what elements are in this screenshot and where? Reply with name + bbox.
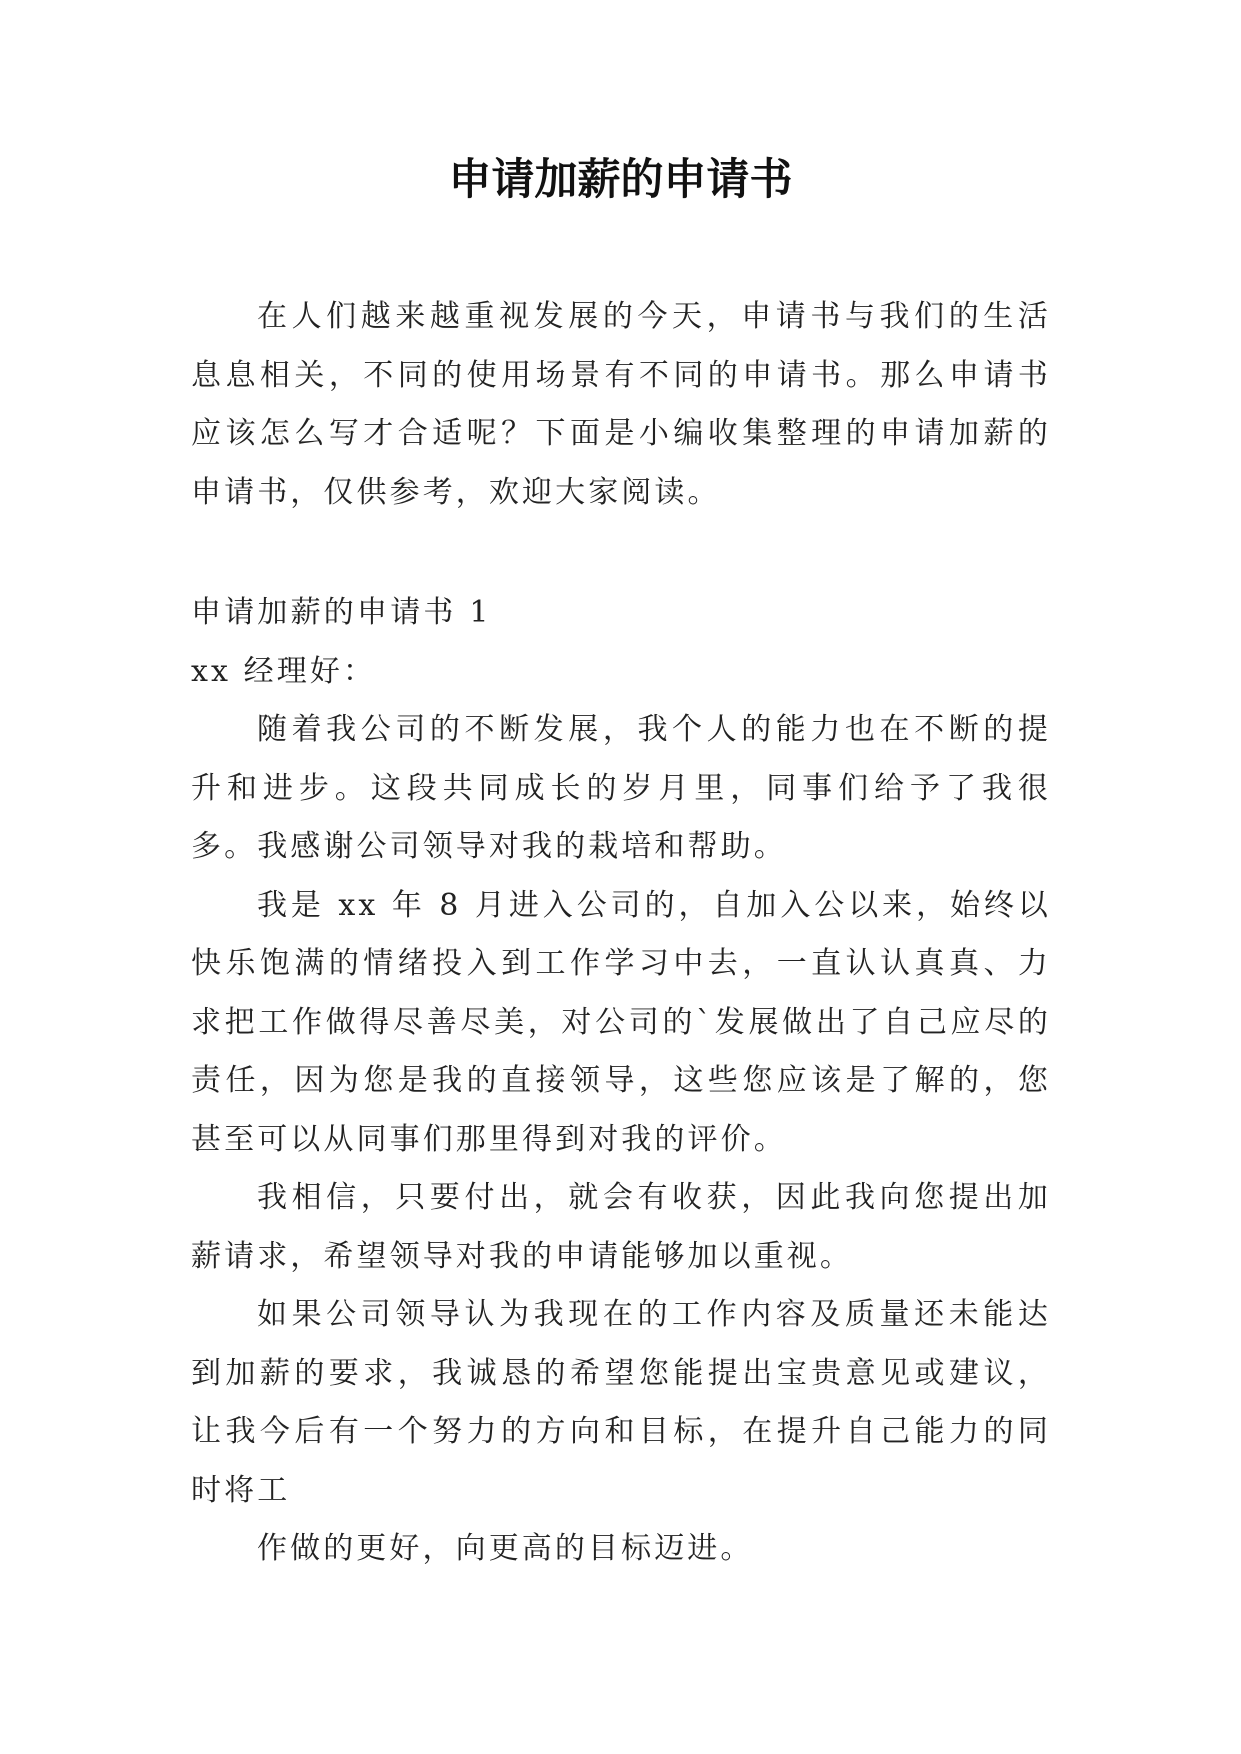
section-heading: 申请加薪的申请书 1 <box>191 595 492 630</box>
body-paragraph: 我是 xx 年 8 月进入公司的，自加入公以来，始终以快乐饱满的情绪投入到工作学习中去，一直认认真真、力求把工作做得尽善尽美，对公司的`发展做出了自己应尽的责任，因为您是我的直接领导，这些您应该是了解的，您甚至可以从同事们那里得到对我的评价。 <box>191 887 1051 1157</box>
body-paragraph: 如果公司领导认为我现在的工作内容及质量还未能达到加薪的要求，我诚恳的希望您能提出宝贵意见或建议，让我今后有一个努力的方向和目标，在提升自己能力的同时将工 <box>191 1297 1051 1508</box>
spacer <box>191 522 1051 584</box>
salutation: xx 经理好： <box>191 653 377 689</box>
body-paragraph: 作做的更好，向更高的目标迈进。 <box>257 1531 754 1566</box>
intro-paragraph: 在人们越来越重视发展的今天，申请书与我们的生活息息相关，不同的使用场景有不同的申请书。那么申请书应该怎么写才合适呢？下面是小编收集整理的申请加薪的申请书，仅供参考，欢迎大家阅读。 <box>191 299 1051 510</box>
document-body <box>191 288 1051 1579</box>
body-paragraph: 随着我公司的不断发展，我个人的能力也在不断的提升和进步。这段共同成长的岁月里，同事们给予了我很多。我感谢公司领导对我的栽培和帮助。 <box>191 712 1051 864</box>
body-paragraph: 我相信，只要付出，就会有收获，因此我向您提出加薪请求，希望领导对我的申请能够加以重视。 <box>191 1180 1051 1274</box>
document-title: 申请加薪的申请书 <box>448 155 793 205</box>
